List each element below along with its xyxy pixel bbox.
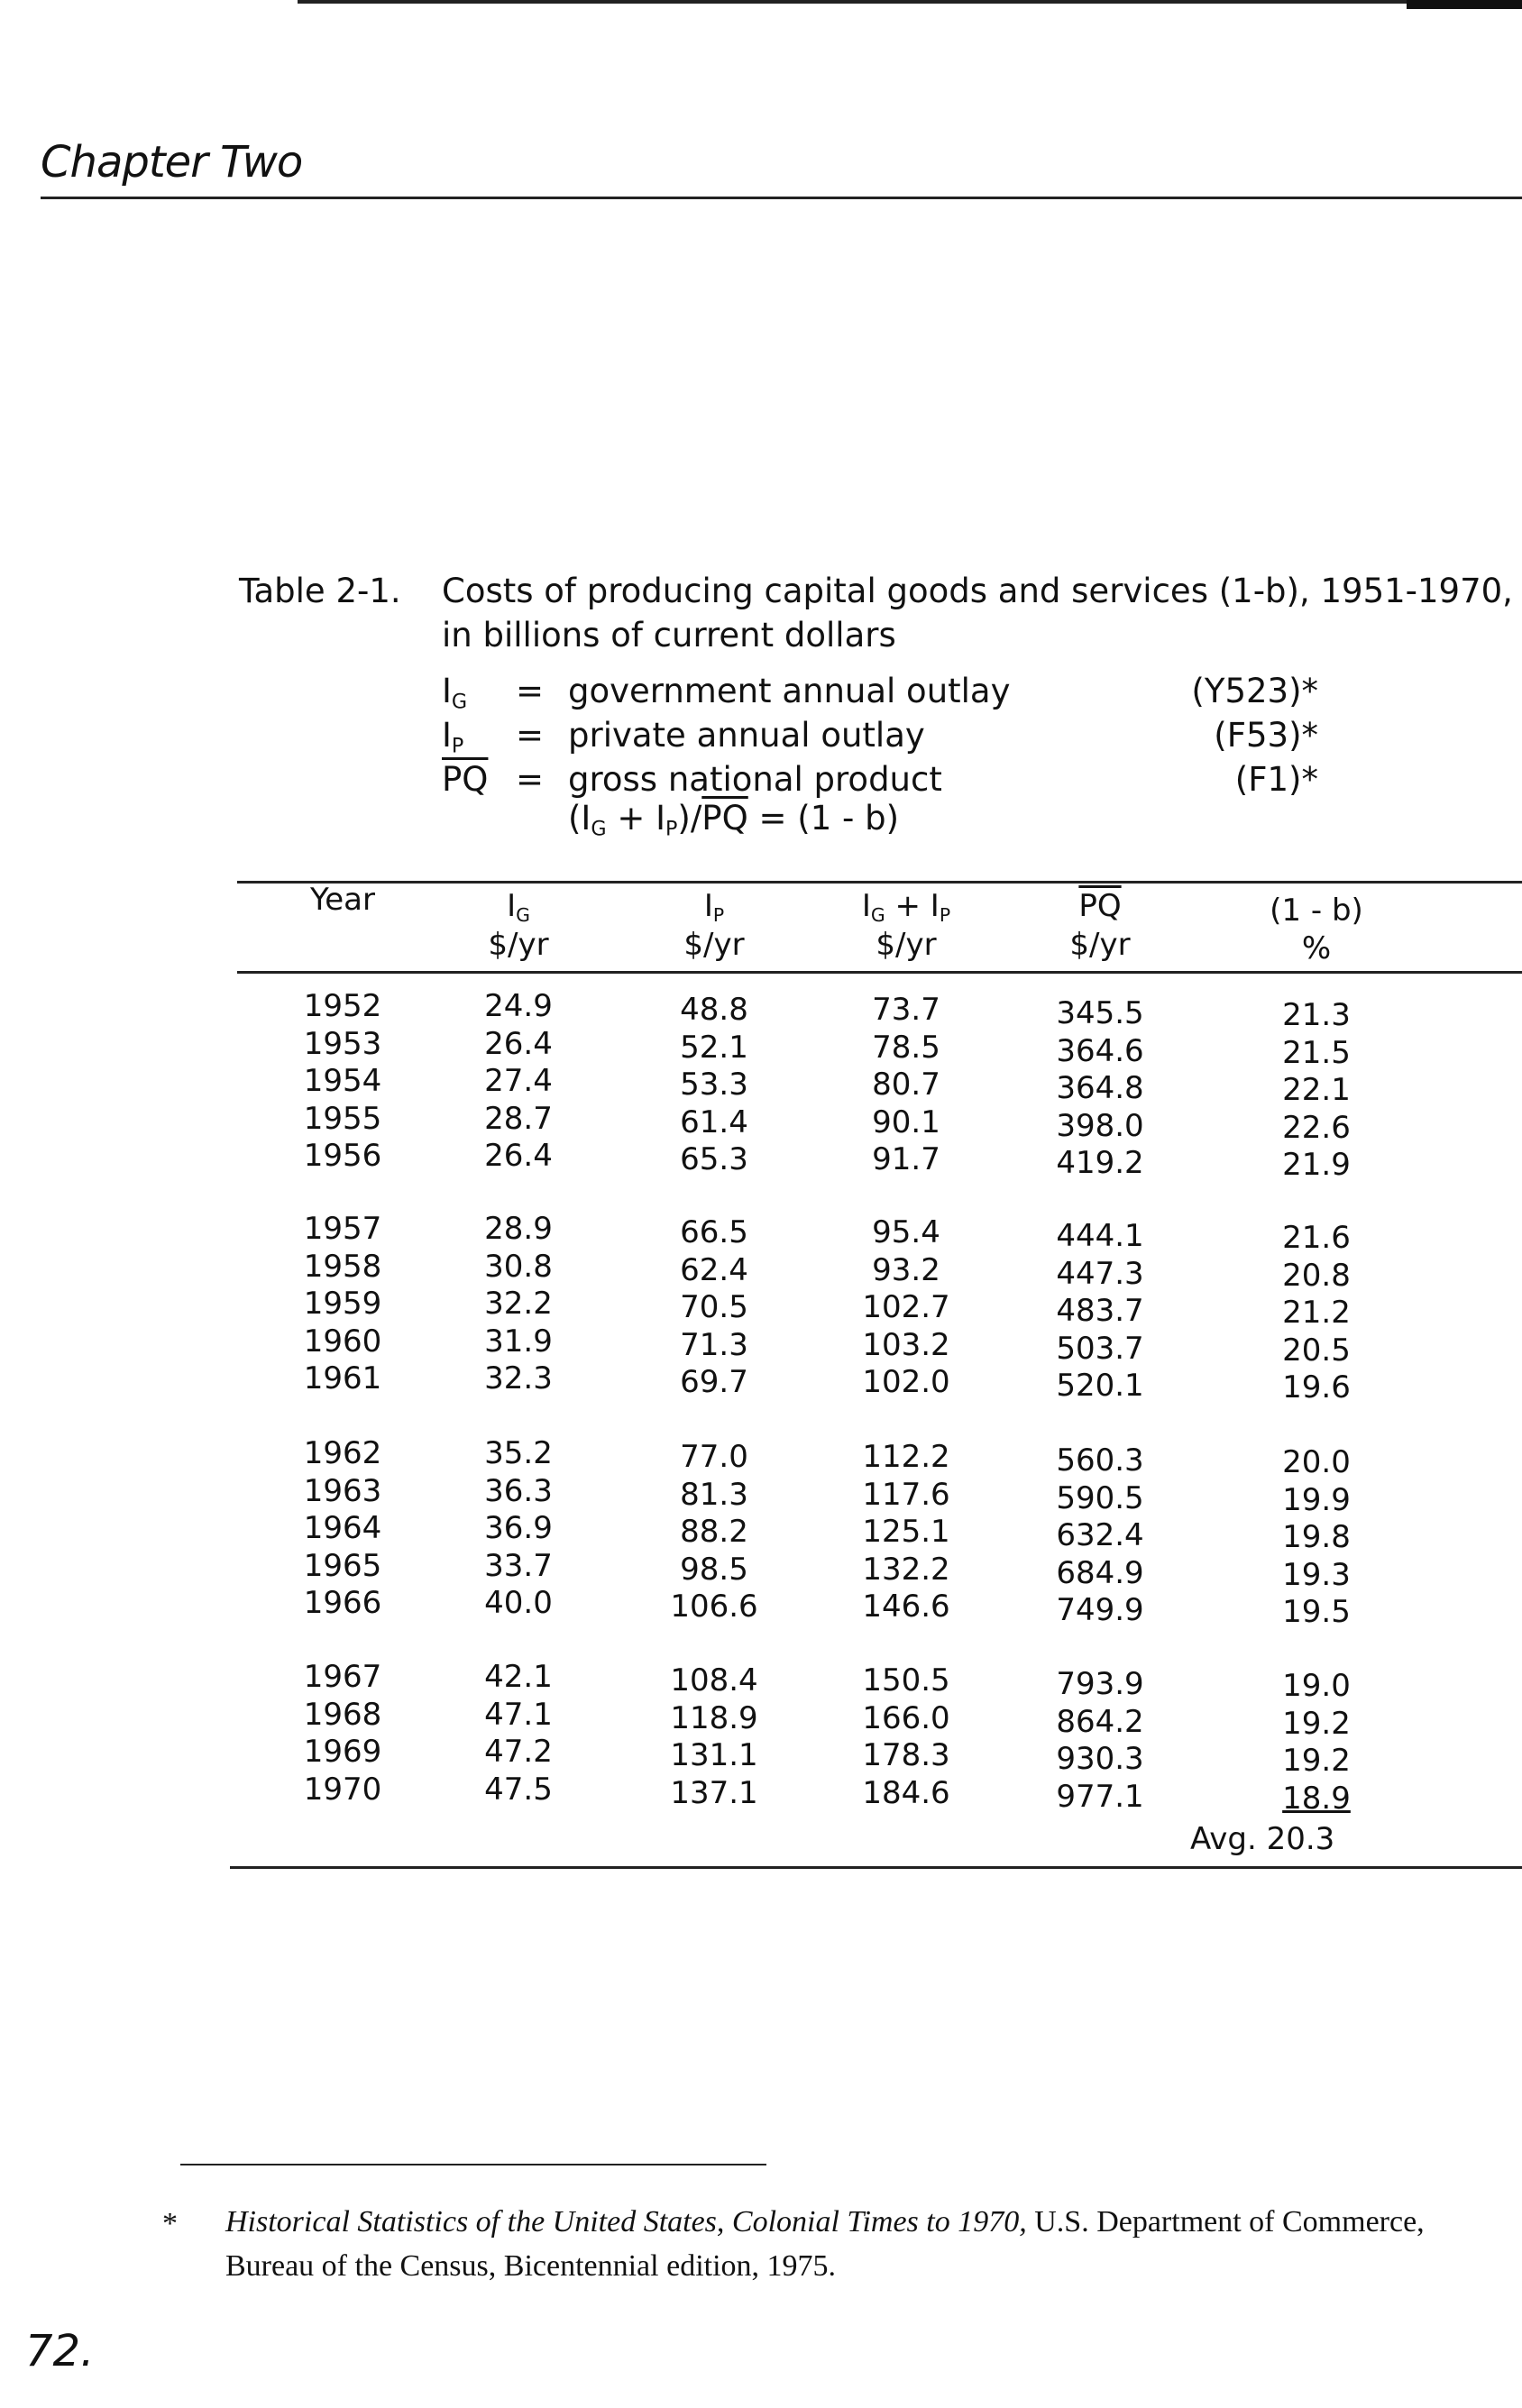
cell-pq: 345.5 (1056, 995, 1144, 1031)
cell-pq: 560.3 (1056, 1442, 1144, 1479)
cell-year: 1967 (303, 1659, 382, 1695)
def-text-ig: government annual outlay (568, 672, 1011, 710)
cell-ip: 71.3 (680, 1326, 748, 1363)
def-symbol-pq: $\overline{PQ}$ (442, 760, 489, 799)
def-equals: = (516, 716, 545, 755)
cell-pq: 364.6 (1056, 1032, 1144, 1069)
cell-year: 1970 (303, 1771, 382, 1808)
cell-ig-plus-ip: 184.6 (862, 1774, 950, 1811)
cell-pq: 364.8 (1056, 1070, 1144, 1107)
def-text-ip: private annual outlay (568, 716, 925, 755)
cell-ip: 81.3 (680, 1476, 748, 1513)
cell-ig-plus-ip: 102.0 (862, 1364, 950, 1401)
header-pct-unit: % (1301, 930, 1332, 966)
chapter-rule (41, 197, 1522, 199)
cell-pq: 930.3 (1056, 1741, 1144, 1778)
cell-ig-plus-ip: 80.7 (872, 1067, 940, 1103)
cell-ip: 98.5 (680, 1551, 748, 1588)
cell-ig: 30.8 (484, 1248, 553, 1285)
cell-year: 1955 (303, 1100, 382, 1137)
footnote-rule (180, 2164, 766, 2165)
cell-ip: 62.4 (680, 1251, 748, 1288)
cell-year: 1959 (303, 1286, 382, 1323)
cell-ig: 28.9 (484, 1211, 553, 1247)
cell-ip: 61.4 (680, 1103, 748, 1140)
cell-ig: 36.3 (484, 1472, 553, 1509)
cell-ig-plus-ip: 90.1 (872, 1103, 940, 1140)
cell-ig-plus-ip: 125.1 (862, 1514, 950, 1551)
header-ip: $I_P$ (703, 888, 725, 927)
cell-one-minus-b: 19.9 (1282, 1481, 1351, 1518)
header-pq-unit: $/yr (1069, 927, 1131, 963)
table-top-rule (237, 881, 1522, 884)
cell-one-minus-b: 19.0 (1282, 1668, 1351, 1704)
cell-pq: 749.9 (1056, 1592, 1144, 1629)
cell-ip: 108.4 (670, 1662, 758, 1698)
top-border (298, 0, 1522, 4)
cell-ig: 32.2 (484, 1286, 553, 1323)
cell-ig-plus-ip: 93.2 (872, 1251, 940, 1288)
header-ip-unit: $/yr (683, 927, 745, 963)
cell-one-minus-b: 19.3 (1282, 1556, 1351, 1593)
cell-year: 1968 (303, 1696, 382, 1733)
cell-year: 1965 (303, 1547, 382, 1584)
cell-pq: 398.0 (1056, 1107, 1144, 1144)
cell-one-minus-b: 21.9 (1282, 1147, 1351, 1184)
cell-ip: 65.3 (680, 1141, 748, 1178)
cell-ip: 48.8 (680, 992, 748, 1028)
header-sum-unit: $/yr (876, 927, 937, 963)
cell-year: 1953 (303, 1025, 382, 1062)
page-number: 72. (25, 2326, 95, 2376)
cell-ig-plus-ip: 112.2 (862, 1439, 950, 1475)
def-equals: = (516, 672, 545, 710)
cell-pq: 444.1 (1056, 1218, 1144, 1254)
cell-ig: 47.5 (484, 1771, 553, 1808)
chapter-title: Chapter Two (41, 137, 303, 188)
cell-ig-plus-ip: 103.2 (862, 1326, 950, 1363)
header-sum: $I_G + I_P$ (861, 888, 951, 927)
cell-year: 1963 (303, 1472, 382, 1509)
cell-one-minus-b: 18.9 (1282, 1780, 1351, 1817)
formula: $(I_G + I_P)/\overline{PQ} = (1 - b)$ (568, 799, 900, 841)
cell-ig-plus-ip: 117.6 (862, 1476, 950, 1513)
cell-ig-plus-ip: 73.7 (872, 992, 940, 1028)
cell-one-minus-b: 19.2 (1282, 1705, 1351, 1742)
def-symbol-ig: $I_G$ (442, 672, 468, 714)
cell-one-minus-b: 19.6 (1282, 1369, 1351, 1406)
footnote-source-publisher: U.S. Department of Commerce, Bureau of the Census, Bicentennial edition, 1975. (225, 2205, 1425, 2284)
def-ref-pq: (F1)* (1234, 760, 1318, 799)
cell-one-minus-b: 21.3 (1282, 997, 1351, 1033)
cell-ip: 66.5 (680, 1214, 748, 1250)
footnote-source-title: Historical Statistics of the United States, Colonial Times to 1970, (225, 2205, 1027, 2239)
footnote-marker: * (162, 2207, 178, 2240)
cell-ig-plus-ip: 178.3 (862, 1737, 950, 1774)
cell-pq: 503.7 (1056, 1330, 1144, 1367)
def-ref-ig: (Y523)* (1191, 672, 1318, 710)
cell-pq: 520.1 (1056, 1368, 1144, 1405)
cell-ig: 35.2 (484, 1435, 553, 1471)
cell-year: 1964 (303, 1510, 382, 1547)
cell-ig: 26.4 (484, 1138, 553, 1175)
footnote-text (225, 2200, 1470, 2289)
cell-ig: 36.9 (484, 1510, 553, 1547)
cell-year: 1961 (303, 1360, 382, 1397)
cell-pq: 632.4 (1056, 1517, 1144, 1554)
cell-one-minus-b: 19.8 (1282, 1519, 1351, 1556)
cell-year: 1957 (303, 1211, 382, 1247)
cell-ip: 88.2 (680, 1514, 748, 1551)
cell-ig-plus-ip: 91.7 (872, 1141, 940, 1178)
header-pct: (1 - b) (1270, 893, 1363, 929)
table-average: Avg. 20.3 (1190, 1821, 1335, 1857)
def-equals: = (516, 760, 545, 799)
cell-ig: 47.1 (484, 1696, 553, 1733)
cell-one-minus-b: 20.8 (1282, 1257, 1351, 1294)
cell-year: 1962 (303, 1435, 382, 1471)
cell-ig: 32.3 (484, 1360, 553, 1397)
cell-pq: 864.2 (1056, 1703, 1144, 1740)
cell-year: 1960 (303, 1323, 382, 1360)
cell-one-minus-b: 19.2 (1282, 1743, 1351, 1780)
cell-ig-plus-ip: 146.6 (862, 1589, 950, 1625)
def-text-pq: gross national product (568, 760, 942, 799)
cell-ip: 118.9 (670, 1699, 758, 1736)
cell-one-minus-b: 21.5 (1282, 1034, 1351, 1071)
cell-pq: 684.9 (1056, 1554, 1144, 1591)
table-title-line1: Costs of producing capital goods and services (1-b), 1951-1970, (442, 572, 1513, 610)
cell-year: 1956 (303, 1138, 382, 1175)
cell-ig-plus-ip: 132.2 (862, 1551, 950, 1588)
table-title-line2: in billions of current dollars (442, 616, 896, 655)
cell-ig-plus-ip: 102.7 (862, 1289, 950, 1326)
cell-ip: 137.1 (670, 1774, 758, 1811)
cell-ig: 28.7 (484, 1100, 553, 1137)
cell-ig: 33.7 (484, 1547, 553, 1584)
cell-year: 1958 (303, 1248, 382, 1285)
cell-ip: 106.6 (670, 1589, 758, 1625)
cell-ip: 77.0 (680, 1439, 748, 1475)
cell-pq: 590.5 (1056, 1479, 1144, 1516)
cell-ig-plus-ip: 78.5 (872, 1029, 940, 1066)
header-year: Year (310, 882, 375, 918)
cell-ig: 27.4 (484, 1063, 553, 1100)
cell-ig: 42.1 (484, 1659, 553, 1695)
cell-one-minus-b: 21.6 (1282, 1220, 1351, 1256)
header-pq: $\overline{PQ}$ (1078, 888, 1122, 924)
top-border-dark (1407, 0, 1522, 9)
cell-ig: 40.0 (484, 1585, 553, 1622)
cell-pq: 793.9 (1056, 1666, 1144, 1702)
header-ig-unit: $/yr (488, 927, 549, 963)
cell-year: 1966 (303, 1585, 382, 1622)
def-symbol-ip: $I_P$ (442, 716, 464, 758)
cell-pq: 447.3 (1056, 1255, 1144, 1292)
header-ig: $I_G$ (507, 888, 530, 927)
cell-pq: 977.1 (1056, 1778, 1144, 1815)
cell-ip: 69.7 (680, 1364, 748, 1401)
cell-pq: 419.2 (1056, 1145, 1144, 1182)
table-header-rule (237, 971, 1522, 974)
cell-one-minus-b: 22.6 (1282, 1109, 1351, 1146)
cell-one-minus-b: 20.0 (1282, 1444, 1351, 1480)
cell-ig: 24.9 (484, 988, 553, 1024)
cell-one-minus-b: 22.1 (1282, 1072, 1351, 1109)
cell-year: 1969 (303, 1734, 382, 1771)
table-bottom-rule (230, 1866, 1522, 1869)
cell-ip: 52.1 (680, 1029, 748, 1066)
table-label: Table 2-1. (239, 572, 401, 610)
cell-ig: 26.4 (484, 1025, 553, 1062)
def-ref-ip: (F53)* (1214, 716, 1318, 755)
cell-ip: 70.5 (680, 1289, 748, 1326)
cell-ig: 47.2 (484, 1734, 553, 1771)
cell-one-minus-b: 20.5 (1282, 1332, 1351, 1369)
cell-ip: 53.3 (680, 1067, 748, 1103)
cell-ig-plus-ip: 166.0 (862, 1699, 950, 1736)
cell-pq: 483.7 (1056, 1293, 1144, 1330)
cell-year: 1954 (303, 1063, 382, 1100)
cell-ig-plus-ip: 95.4 (872, 1214, 940, 1250)
cell-ig: 31.9 (484, 1323, 553, 1360)
cell-ip: 131.1 (670, 1737, 758, 1774)
cell-ig-plus-ip: 150.5 (862, 1662, 950, 1698)
cell-one-minus-b: 19.5 (1282, 1594, 1351, 1631)
cell-one-minus-b: 21.2 (1282, 1295, 1351, 1332)
cell-year: 1952 (303, 988, 382, 1024)
